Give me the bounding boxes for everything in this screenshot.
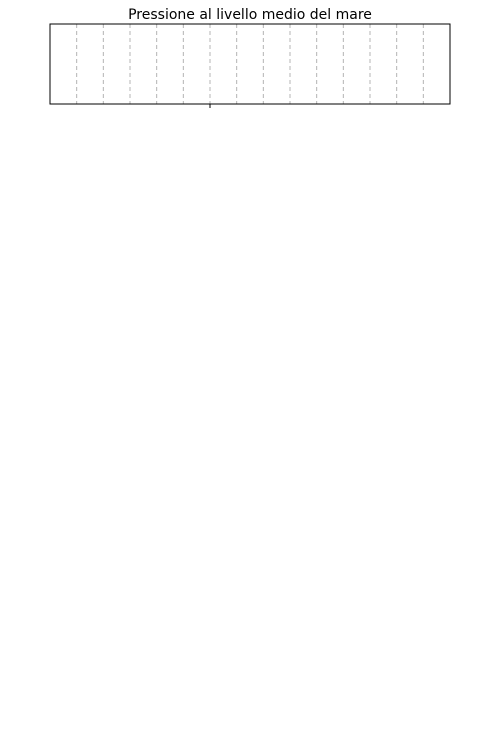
chart-title: Pressione al livello medio del mare <box>128 7 372 23</box>
plot-frame <box>50 24 450 104</box>
